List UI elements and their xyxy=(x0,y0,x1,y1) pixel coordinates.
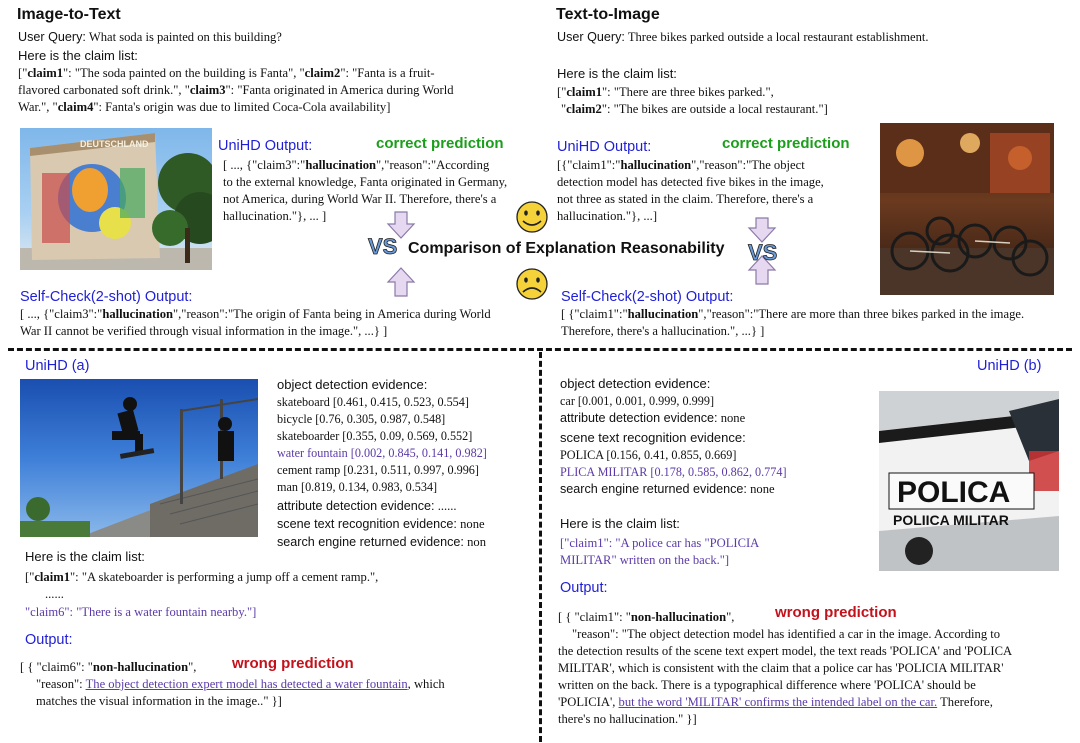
right-unihd-output-text: [{"claim1":"hallucination","reason":"The object detection model has detected five bikes in the image, not three as stated in the claim. Therefore, there's a hallucination."}, ...] xyxy=(557,158,824,223)
left-object-detection-title: object detection evidence: xyxy=(277,377,428,392)
left-user-query: User Query: What soda is painted on this building? xyxy=(18,30,282,44)
left-wrong-prediction-label: wrong prediction xyxy=(232,655,354,672)
skateboarder-drawing xyxy=(20,379,258,537)
right-bottom-output-label: Output: xyxy=(560,580,608,596)
horizontal-divider xyxy=(8,348,1072,351)
unihd-a-label: UniHD (a) xyxy=(25,358,90,374)
right-user-query: User Query: Three bikes parked outside a local restaurant establishment. xyxy=(557,30,929,44)
building-mural-drawing xyxy=(20,128,212,270)
skateboarder-image xyxy=(20,379,258,537)
left-selfcheck-output-label: Self-Check(2-shot) Output: xyxy=(20,289,193,305)
right-object-detection-title: object detection evidence: xyxy=(560,376,711,391)
left-up-arrow-icon xyxy=(388,268,414,296)
unihd-b-label: UniHD (b) xyxy=(977,358,1042,374)
detection-item: bicycle [0.76, 0.305, 0.987, 0.548] xyxy=(277,412,446,426)
police-car-image xyxy=(879,391,1059,571)
detection-item: cement ramp [0.231, 0.511, 0.997, 0.996] xyxy=(277,463,479,477)
right-claim-list-label: Here is the claim list: xyxy=(557,66,677,81)
happy-face-icon xyxy=(517,202,547,232)
left-bottom-ellipsis: ...... xyxy=(45,587,64,601)
right-down-arrow-icon xyxy=(749,218,775,242)
left-bottom-claim-list-label: Here is the claim list: xyxy=(25,549,145,564)
scene-text-item-highlight: PLICA MILITAR [0.178, 0.585, 0.862, 0.774] xyxy=(560,465,787,479)
left-selfcheck-output-text: [ ..., {"claim3":"hallucination","reason":"The origin of Fanta being in America during World War II cannot be verified through visual information in the image.", ...} ] xyxy=(20,307,491,338)
right-scene-text-list xyxy=(560,447,787,481)
right-car-detection: car [0.001, 0.001, 0.999, 0.999] xyxy=(560,394,715,408)
right-unihd-output-label: UniHD Output: xyxy=(557,139,652,155)
svg-text:VS: VS xyxy=(748,240,778,265)
right-scene-text-label: scene text recognition evidence: xyxy=(560,430,746,445)
right-search-evidence: search engine returned evidence: none xyxy=(560,482,775,496)
vs-right-icon xyxy=(748,240,777,265)
right-wrong-prediction-label: wrong prediction xyxy=(775,604,897,621)
right-selfcheck-output-label: Self-Check(2-shot) Output: xyxy=(561,289,734,305)
left-claim-list-label: Here is the claim list: xyxy=(18,48,138,63)
left-bottom-output-text: [ { "claim6": "non-hallucination", "reason": The object detection expert model has detected a water fountain, which matches the visual information in the image.." }] xyxy=(20,660,445,708)
police-car-drawing xyxy=(879,391,1059,571)
vs-left-icon xyxy=(368,234,397,259)
sad-face-icon xyxy=(517,269,547,299)
right-bottom-claim1: ["claim1": "A police car has "POLICIA MILITAR" written on the back."] xyxy=(560,536,760,567)
detection-item-highlight: water fountain [0.002, 0.845, 0.141, 0.982] xyxy=(277,446,487,460)
comparison-title: Comparison of Explanation Reasonability xyxy=(408,240,725,257)
detection-item: skateboard [0.461, 0.415, 0.523, 0.554] xyxy=(277,395,469,409)
left-other-evidence: attribute detection evidence: ...... scene text recognition evidence: none search engine returned evidence: non xyxy=(277,499,486,549)
right-bottom-claim-list-label: Here is the claim list: xyxy=(560,516,680,531)
right-claim-list: ["claim1": "There are three bikes parked.", "claim2": "The bikes are outside a local restaurant."] xyxy=(557,85,828,116)
text-to-image-title: Text-to-Image xyxy=(556,6,660,23)
left-unihd-output-text: [ ..., {"claim3":"hallucination","reason":"According to the external knowledge, Fanta originated in Germany, not America, during World War II. Therefore, there's a hallucination."}, ... ] xyxy=(223,158,508,223)
reason-highlight-link: The object detection expert model has detected a water fountain xyxy=(85,677,408,691)
detection-item: man [0.819, 0.134, 0.983, 0.534] xyxy=(277,480,438,494)
image-to-text-title: Image-to-Text xyxy=(17,6,121,23)
building-mural-image xyxy=(20,128,212,270)
svg-text:VS: VS xyxy=(368,234,398,259)
left-correct-prediction-label: correct prediction xyxy=(376,135,504,152)
detection-item: skateboarder [0.355, 0.09, 0.569, 0.552] xyxy=(277,429,473,443)
bikes-drawing xyxy=(880,123,1054,295)
left-bottom-claim1: ["claim1": "A skateboarder is performing a jump off a cement ramp.", xyxy=(25,570,379,584)
right-correct-prediction-label: correct prediction xyxy=(722,135,850,152)
building-mural-label: DEUTSCHLAND xyxy=(80,139,149,149)
left-unihd-output-label: UniHD Output: xyxy=(218,138,313,154)
bikes-restaurant-image xyxy=(880,123,1054,295)
left-claim-list: ["claim1": "The soda painted on the building is Fanta", "claim2": "Fanta is a fruit- flavored carbonated soft drink.", "claim3": "Fanta originated in America during World War.", "claim4": Fanta's origin was due to limited Coca-Cola availability] xyxy=(18,66,454,114)
left-detection-list xyxy=(277,394,487,496)
reason-highlight-link-b: but the word 'MILITAR' confirms the intended label on the car. xyxy=(618,695,938,709)
police-militar-sign-text: POLIICA MILITAR xyxy=(893,512,1009,528)
left-bottom-claim6: "claim6": "There is a water fountain nearby."] xyxy=(25,605,257,619)
scene-text-item: POLICA [0.156, 0.41, 0.855, 0.669] xyxy=(560,448,737,462)
left-bottom-output-label: Output: xyxy=(25,632,73,648)
right-bottom-output-text: [ { "claim1": "non-hallucination", "reason": "The object detection model has identified a car in the image. According to the detection results of the scene text expert model, the text reads 'POLICA' and 'POLICA MILITAR', which is consistent with the claim that a police car has 'POLICIA MILITAR' written on the back. There is a typographical difference where 'POLICA' should be 'POLICIA', but the word 'MILITAR' confirms the intended label on the car. Therefore, there's no hallucination." }] xyxy=(558,610,1013,726)
right-selfcheck-output-text: [ {"claim1":"hallucination","reason":"There are more than three bikes parked in the image. Therefore, there's a hallucination.", ...} ] xyxy=(561,307,1025,338)
right-attribute-evidence: attribute detection evidence: none xyxy=(560,411,746,425)
police-sign-text: POLICA xyxy=(897,476,1011,509)
